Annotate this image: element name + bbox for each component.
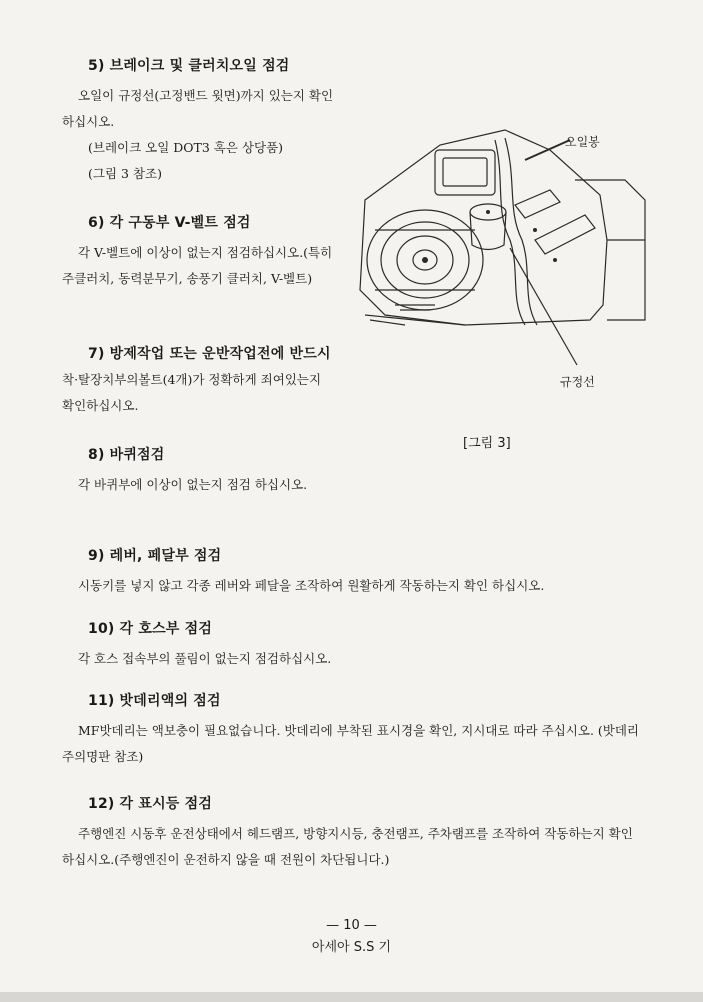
section-body: 시동키를 넣지 않고 각종 레버와 페달을 조작하여 원활하게 작동하는지 확인 하십시오. bbox=[78, 578, 545, 593]
section-heading: 11) 밧데리액의 점검 bbox=[88, 693, 221, 709]
figure-caption: [그림 3] bbox=[463, 436, 511, 451]
section-body: 착·탈장치부의볼트(4개)가 정확하게 죄여있는지 확인하십시오. bbox=[62, 372, 322, 413]
level-line-label: 규정선 bbox=[560, 375, 595, 389]
section-heading: 9) 레버, 페달부 점검 bbox=[88, 548, 222, 564]
scan-edge bbox=[0, 992, 703, 1002]
section-heading: 12) 각 표시등 점검 bbox=[88, 796, 213, 812]
section-11 bbox=[62, 690, 647, 770]
section-7 bbox=[62, 343, 337, 419]
section-6 bbox=[62, 212, 337, 292]
section-note: (그림 3 참조) bbox=[88, 166, 162, 181]
section-8 bbox=[62, 444, 337, 498]
section-body: 오일이 규정선(고정밴드 윗면)까지 있는지 확인하십시오. bbox=[62, 88, 334, 129]
section-body: 각 호스 접속부의 풀림이 없는지 점검하십시오. bbox=[78, 651, 332, 666]
section-5 bbox=[62, 55, 337, 187]
section-heading: 5) 브레이크 및 클러치오일 점검 bbox=[88, 58, 290, 74]
section-heading: 8) 바퀴점검 bbox=[88, 447, 165, 463]
section-heading: 6) 각 구동부 V-벨트 점검 bbox=[88, 215, 251, 231]
section-10 bbox=[62, 618, 647, 672]
figure-3-illustration bbox=[345, 120, 655, 420]
section-note: (브레이크 오일 DOT3 혹은 상당품) bbox=[88, 140, 284, 155]
footer-brand: 아세아 S.S 기 bbox=[311, 940, 392, 955]
section-heading: 10) 각 호스부 점검 bbox=[88, 621, 213, 637]
section-body: 각 바퀴부에 이상이 없는지 점검 하십시오. bbox=[78, 477, 308, 492]
section-body: MF밧데리는 액보충이 필요없습니다. 밧데리에 부착된 표시경을 확인, 지시대로 따라 주십시오. (밧데리 주의명판 참조) bbox=[62, 723, 640, 764]
section-body: 주행엔진 시동후 운전상태에서 헤드램프, 방향지시등, 충전램프, 주차램프를 조작하여 작동하는지 확인 하십시오.(주행엔진이 운전하지 않을 때 전원이 차단됩니다.) bbox=[62, 826, 633, 867]
section-9 bbox=[62, 545, 647, 599]
section-12 bbox=[62, 793, 647, 873]
page-number: — 10 — bbox=[326, 918, 377, 933]
section-heading: 7) 방제작업 또는 운반작업전에 반드시 bbox=[88, 346, 331, 362]
oil-rod-label: 오일봉 bbox=[565, 135, 600, 149]
section-body: 각 V-벨트에 이상이 없는지 점검하십시오.(특히 주클러치, 동력분무기, 송풍기 클러치, V-벨트) bbox=[62, 245, 333, 286]
